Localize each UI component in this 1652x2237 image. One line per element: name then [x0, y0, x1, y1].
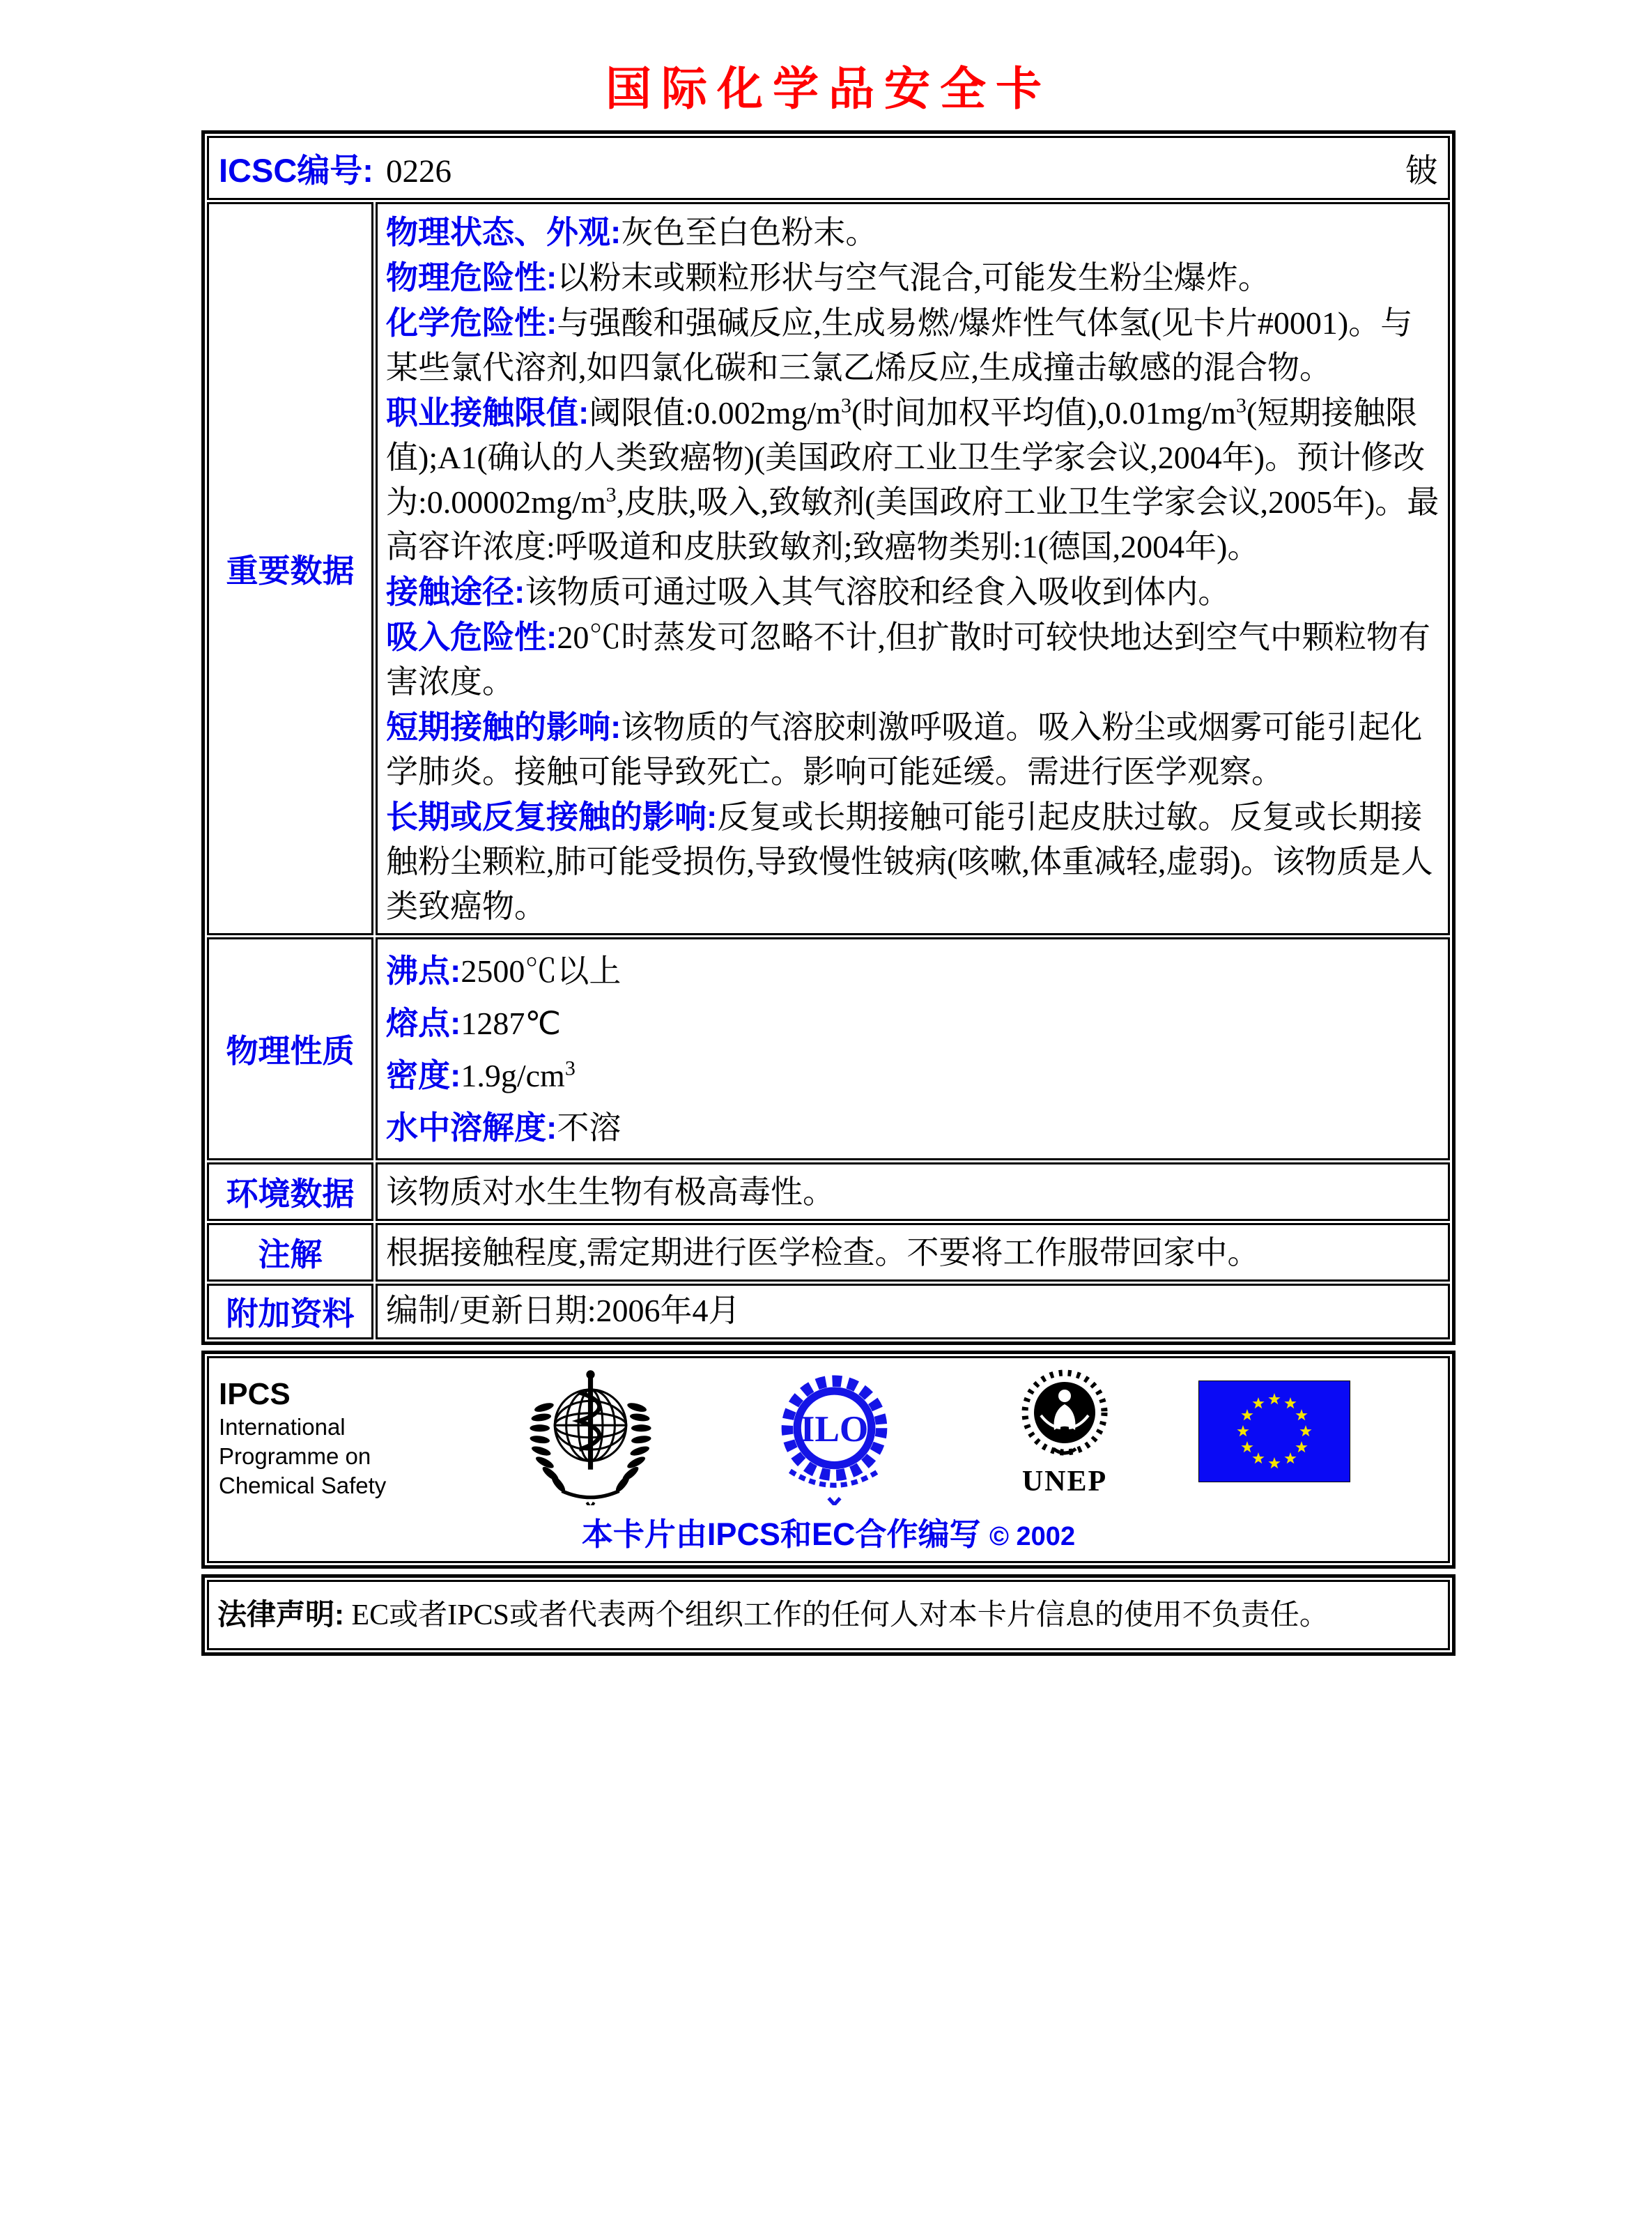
section-title: 物理性质 — [207, 937, 373, 1160]
section-content — [376, 937, 1450, 1160]
main-table-body — [207, 136, 1450, 1339]
eu-flag-icon — [1198, 1381, 1350, 1486]
section-title: 附加资料 — [207, 1284, 373, 1339]
section-title: 环境数据 — [207, 1162, 373, 1221]
paragraph: 根据接触程度,需定期进行医学检查。不要将工作服带回家中。 — [386, 1235, 1260, 1270]
header-cell — [207, 136, 1450, 200]
credit-line — [209, 1506, 1448, 1561]
legal-box — [201, 1574, 1456, 1656]
icsc-number-group — [219, 145, 451, 192]
section-content — [376, 1284, 1450, 1339]
page-title: 国际化学品安全卡 — [605, 63, 1051, 114]
paragraph: 化学危险性:与强酸和强碱反应,生成易燃/爆炸性气体氢(见卡片#0001)。与某些氯代溶剂,如四氯化碳和三氯乙烯反应,生成撞击敏感的混合物。 — [386, 305, 1413, 385]
section-title: 重要数据 — [207, 202, 373, 935]
ipcs-title: IPCS — [219, 1377, 291, 1411]
paragraph: 该物质对水生生物有极高毒性。 — [386, 1174, 835, 1210]
section-row — [207, 202, 1450, 935]
section-row — [207, 937, 1450, 1160]
paragraph: 水中溶解度:不溶 — [386, 1109, 622, 1146]
paragraph: 沸点:2500℃以上 — [386, 953, 622, 989]
paragraph: 熔点:1287℃ — [386, 1005, 561, 1041]
icsc-number-value: 0226 — [385, 153, 451, 190]
chemical-name: 铍 — [1405, 153, 1438, 190]
section-content — [376, 1223, 1450, 1282]
section-title: 注解 — [207, 1223, 373, 1282]
legal-text: EC或者IPCS或者代表两个组织工作的任何人对本卡片信息的使用不负责任。 — [351, 1599, 1329, 1631]
paragraph: 吸入危险性:20℃时蒸发可忽略不计,但扩散时可较快地达到空气中颗粒物有害浓度。 — [386, 619, 1430, 700]
paragraph: 职业接触限值:阈限值$:0.002mg/m^3$(时间加权平均值)$,0.01mg/m^3$(短期接触限值);A1(确认的人类致癌物)(美国政府工业卫生学家会议,2004年)。预计修改为$:0.00002mg/m^3$,皮肤,吸入,致敏剂(美国政府工业卫生学家会议,2005年)。最高容许浓度:呼吸道和皮肤致敏剂;致癌物类别:1(德国,2004年)。 — [386, 394, 1439, 564]
ipcs-text-block — [219, 1376, 386, 1500]
logo-row — [209, 1358, 1448, 1506]
section-row — [207, 1162, 1450, 1221]
main-table — [201, 130, 1456, 1345]
ipcs-subtitle-line2: Programme on — [219, 1443, 371, 1469]
svg-text:ILO: ILO — [800, 1408, 869, 1450]
paragraph: 长期或反复接触的影响:反复或长期接触可能引起皮肤过敏。反复或长期接触粉尘颗粒,肺可能受损伤,导致慢性铍病(咳嗽,体重减轻,虚弱)。该物质是人类致癌物。 — [386, 799, 1433, 924]
paragraph: 物理危险性:以粉末或颗粒形状与空气混合,可能发生粉尘爆炸。 — [386, 259, 1270, 295]
paragraph: 编制/更新日期:2006年4月 — [386, 1293, 741, 1328]
paragraph: 物理状态、外观:灰色至白色粉末。 — [386, 214, 878, 250]
paragraph: 接触途径:该物质可通过吸入其气溶胶和经食入吸收到体内。 — [386, 574, 1230, 610]
credit-text: 本卡片由IPCS和EC合作编写 — [581, 1516, 981, 1552]
section-row — [207, 1223, 1450, 1282]
unep-logo-icon — [995, 1360, 1134, 1509]
copyright-text: © 2002 — [989, 1522, 1076, 1551]
header-row — [207, 136, 1450, 200]
who-logo-icon — [519, 1362, 662, 1509]
ipcs-subtitle-line3: Chemical Safety — [219, 1473, 387, 1498]
logos-box — [201, 1351, 1456, 1569]
legal-notice — [209, 1582, 1448, 1648]
legal-label: 法律声明: — [217, 1598, 344, 1631]
section-content — [376, 1162, 1450, 1221]
paragraph: 密度$:1.9g/cm^3$ — [386, 1056, 576, 1093]
icsc-number-label: ICSC编号: — [219, 151, 373, 189]
section-row — [207, 1284, 1450, 1339]
unep-label: UNEP — [1021, 1466, 1108, 1498]
section-content — [376, 202, 1450, 935]
ilo-logo-icon — [763, 1362, 906, 1509]
paragraph: 短期接触的影响:该物质的气溶胶刺激呼吸道。吸入粉尘或烟雾可能引起化学肺炎。接触可能导致死亡。影响可能延缓。需进行医学观察。 — [386, 709, 1423, 790]
ipcs-subtitle-line1: International — [219, 1414, 346, 1440]
